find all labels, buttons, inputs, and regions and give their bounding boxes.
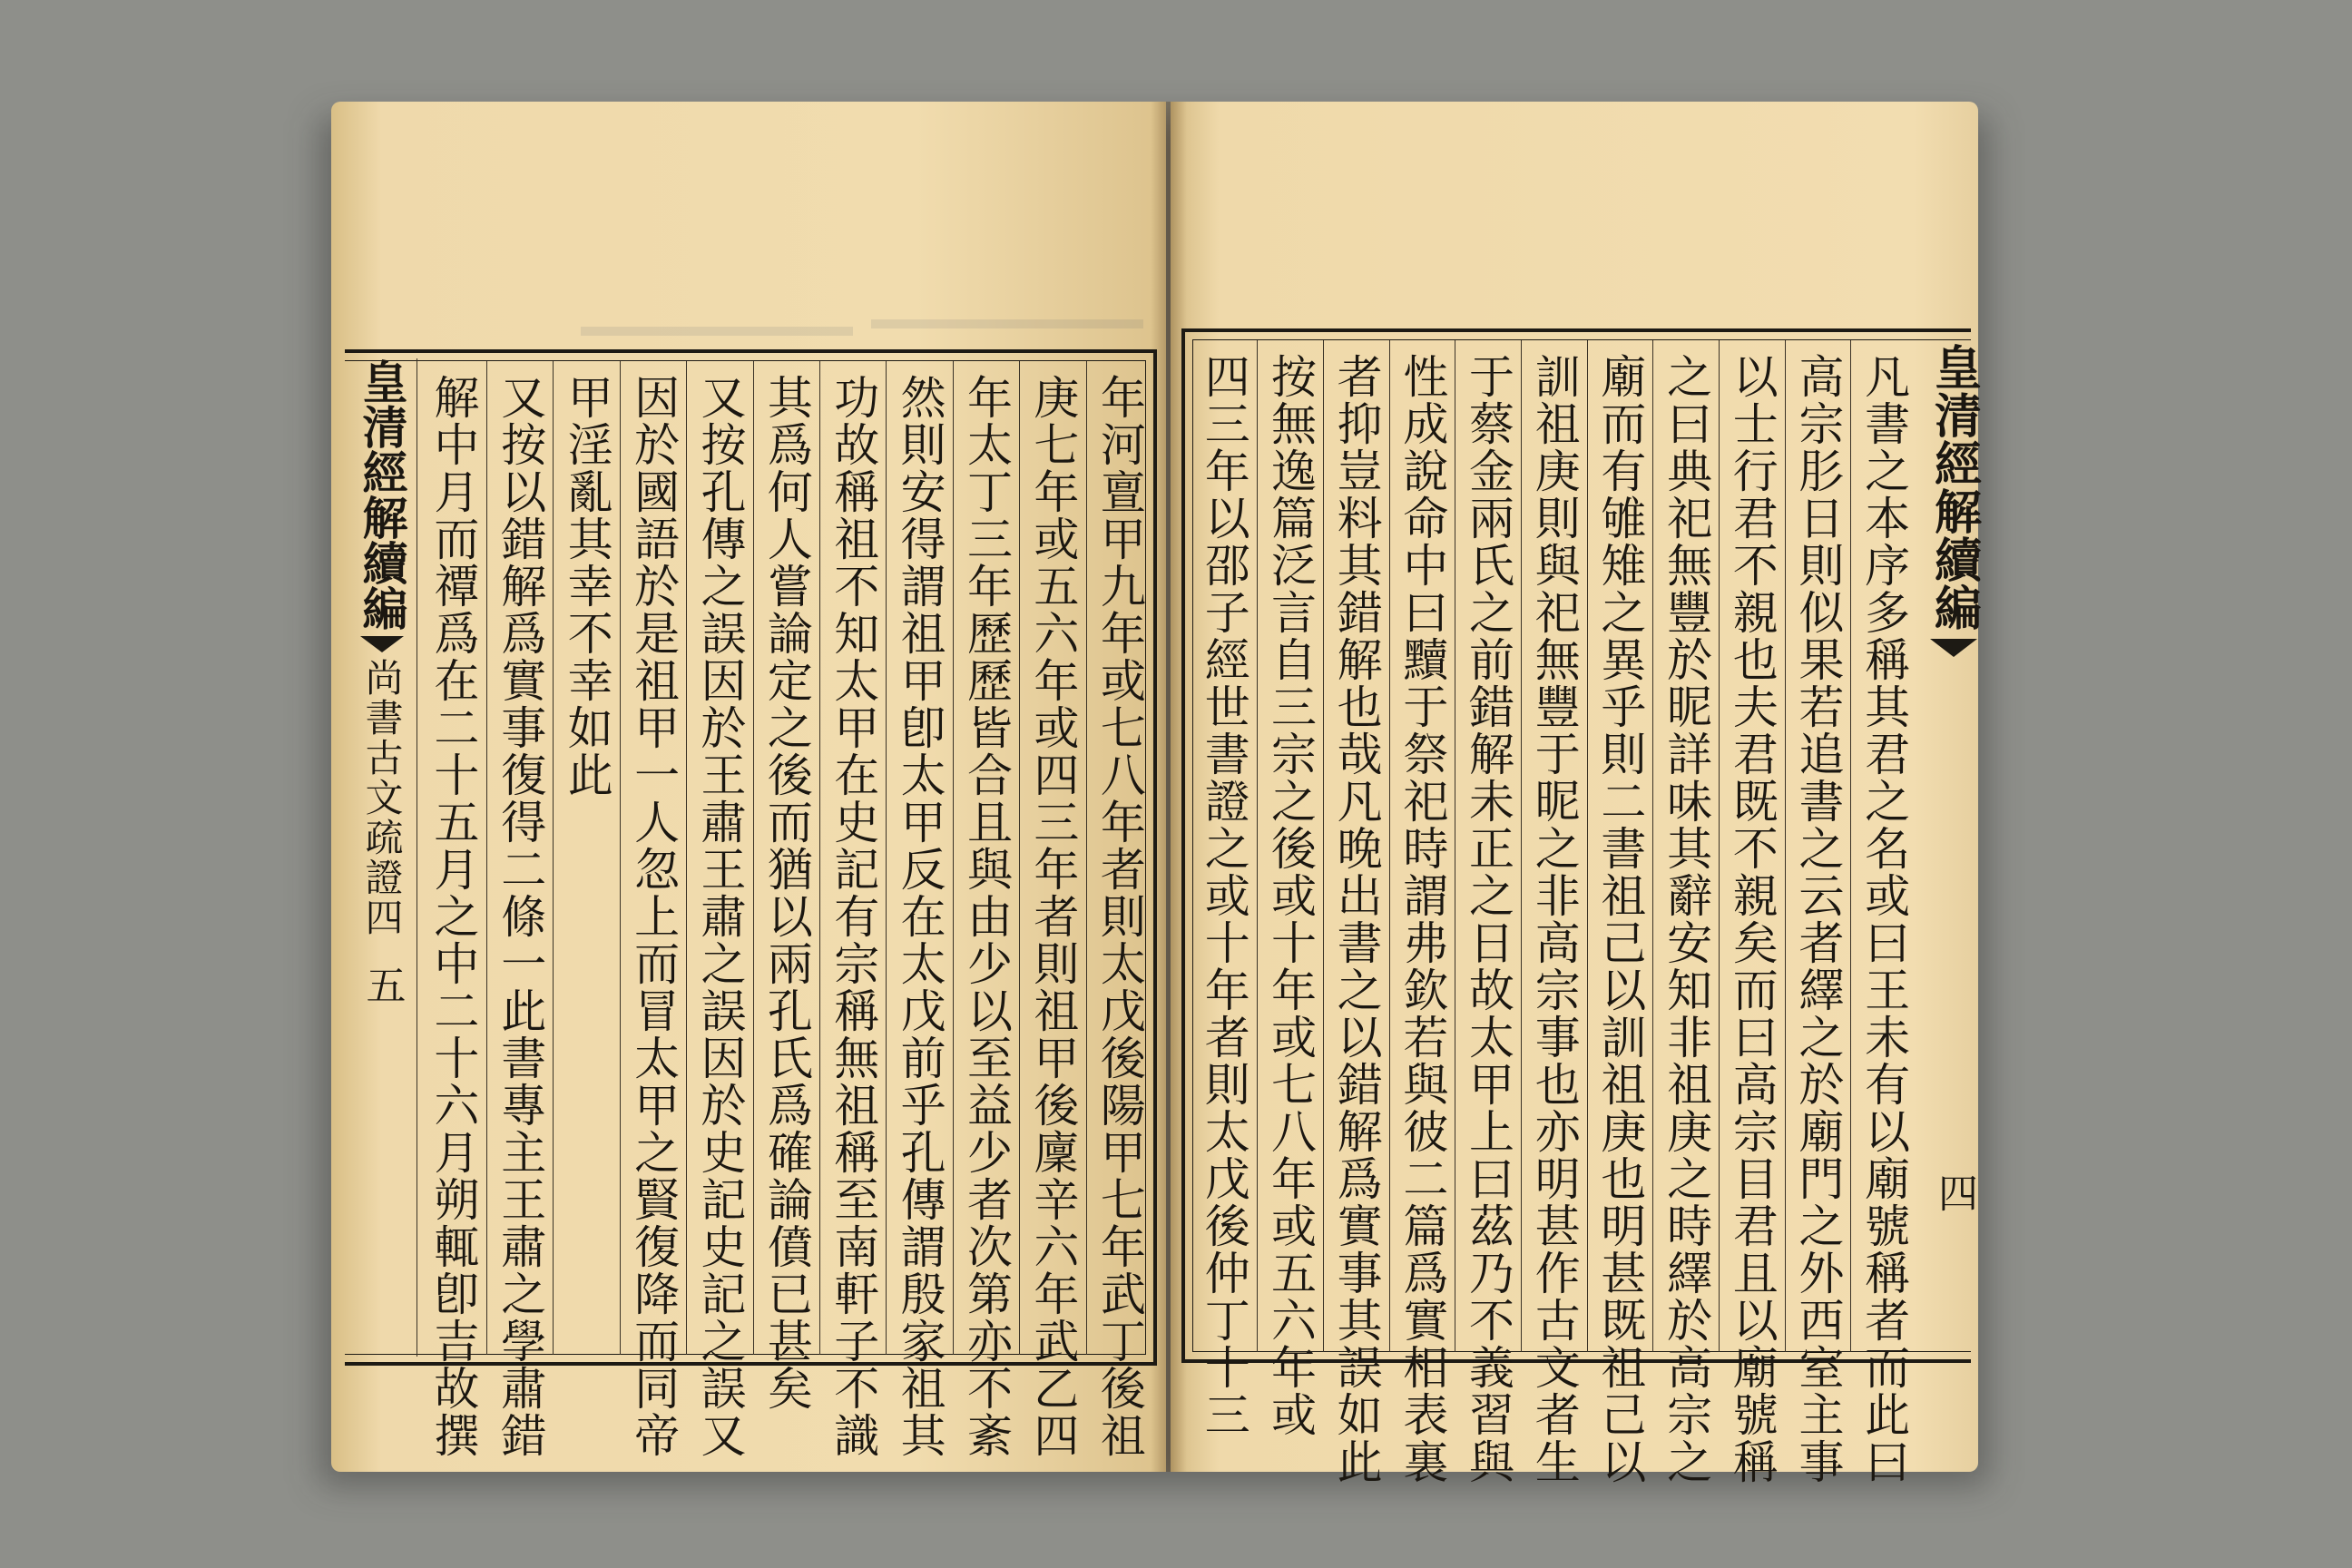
left-margin-subtitle: 尚書古文疏證四 xyxy=(359,658,405,937)
right-text-columns xyxy=(1191,340,1916,1485)
left-margin-title: 皇清經解續編 xyxy=(355,358,409,631)
text-column xyxy=(753,361,819,1412)
text-column xyxy=(886,361,952,1459)
text-column xyxy=(1521,340,1587,1485)
column-text: 四三年以邵子經世書證之或十年者則太戊後仲丁十三 xyxy=(1197,353,1250,1438)
column-text: 因於國語於是祖甲一人忽上而冒太甲之賢復降而同帝 xyxy=(627,374,681,1459)
column-text: 功故稱祖不知太甲在史記有宗稱無祖稱至南軒子不識 xyxy=(827,374,880,1459)
column-text: 年河亶甲九年或七八年者則太戊後陽甲七年武丁後祖 xyxy=(1093,374,1146,1459)
text-column xyxy=(1455,340,1521,1485)
text-column xyxy=(486,361,553,1459)
column-text: 以士行君不親也夫君既不親矣而曰高宗目君且以廟號稱 xyxy=(1725,353,1779,1485)
column-text: 之曰典祀無豐於昵詳味其辭安知非祖庚之時繹於高宗之 xyxy=(1660,353,1713,1485)
text-column xyxy=(686,361,752,1459)
text-column xyxy=(1191,340,1257,1438)
right-margin-title: 皇清經解續編 xyxy=(1926,343,1982,632)
column-text: 庚七年或五六年或四三年者則祖甲後廩辛六年武乙四 xyxy=(1026,374,1080,1459)
text-column xyxy=(819,361,886,1459)
column-text: 訓祖庚則與祀無豐于昵之非高宗事也亦明甚作古文者生 xyxy=(1527,353,1581,1485)
column-text: 性成說命中曰黷于祭祀時謂弗欽若與彼二篇爲實相表裏 xyxy=(1396,353,1449,1485)
left-page-number: 五 xyxy=(358,965,406,1004)
text-column xyxy=(1785,340,1851,1485)
show-through-mark xyxy=(581,327,853,336)
column-text: 然則安得謂祖甲卽太甲反在太戊前乎孔傳謂殷家祖其 xyxy=(893,374,946,1459)
column-text: 按無逸篇泛言自三宗之後或十年或七八年或五六年或 xyxy=(1263,353,1317,1438)
text-column xyxy=(620,361,686,1459)
column-text: 其爲何人嘗論定之後而猶以兩孔氏爲確論僨已甚矣 xyxy=(760,374,813,1412)
column-text: 甲淫亂其幸不幸如此 xyxy=(560,374,613,799)
fishtail-mark xyxy=(360,636,404,652)
right-page-number: 四 xyxy=(1931,1172,1977,1212)
text-column xyxy=(1587,340,1653,1485)
column-text: 年太丁三年歷歷皆合且與由少以至益少者次第亦不紊 xyxy=(960,374,1014,1459)
text-column xyxy=(1019,361,1085,1459)
text-column xyxy=(1323,340,1389,1485)
column-text: 者抑豈料其錯解也哉凡晚出書之以錯解爲實事其誤如此 xyxy=(1329,353,1383,1485)
text-column xyxy=(1389,340,1455,1485)
column-text: 又按以錯解爲實事復得二條一此書專主王肅之學肅錯 xyxy=(494,374,547,1459)
text-column xyxy=(953,361,1019,1459)
column-text: 高宗肜日則似果若追書之云者繹之於廟門之外西室主事 xyxy=(1791,353,1845,1485)
text-column xyxy=(1719,340,1785,1485)
text-column xyxy=(1652,340,1719,1485)
text-column xyxy=(420,361,486,1459)
column-text: 解中月而禫爲在二十五月之中二十六月朔輒卽吉故撰 xyxy=(426,374,480,1459)
column-text: 又按孔傳之誤因於王肅王肅之誤因於史記史記之誤又 xyxy=(693,374,747,1459)
right-margin-column xyxy=(1922,343,1985,1341)
left-margin-column xyxy=(347,358,417,1357)
column-text: 凡書之本序多稱其君之名或曰王未有以廟號稱者而此曰 xyxy=(1857,353,1911,1485)
show-through-mark xyxy=(871,319,1143,328)
text-column xyxy=(1257,340,1323,1438)
text-column xyxy=(1086,361,1152,1459)
text-column xyxy=(1850,340,1916,1485)
fishtail-mark xyxy=(1930,639,1977,657)
text-column xyxy=(553,361,619,1355)
column-text: 廟而有雊雉之異乎則二書祖己以訓祖庚也明甚既祖己以 xyxy=(1593,353,1647,1485)
left-text-columns xyxy=(419,361,1152,1459)
column-text: 于蔡金兩氏之前錯解未正之日故太甲上曰茲乃不義習與 xyxy=(1462,353,1515,1485)
